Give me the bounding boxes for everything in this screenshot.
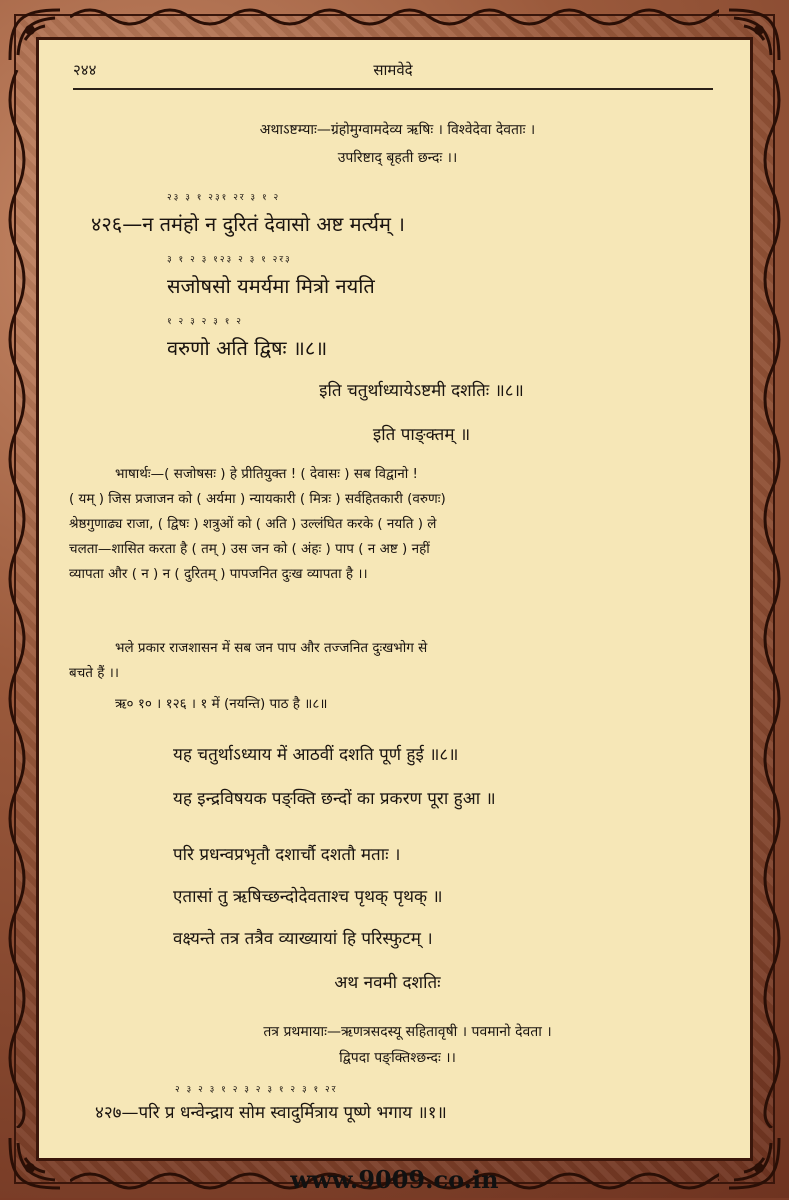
scroll-ornament-left bbox=[2, 70, 32, 1128]
dashati-heading: अथ नवमी दशतिः bbox=[29, 970, 746, 993]
rishi-devata-line: तत्र प्रथमायाः—ऋणत्रसदस्यू सहितावृषी । पवमानो देवता । bbox=[49, 1022, 766, 1041]
reference-line: ऋ० १० । १२६ । १ में (नयन्ति) पाठ है ॥८॥ bbox=[69, 692, 727, 717]
header-rule bbox=[73, 88, 713, 90]
shloka-line: एतासां तु ऋषिच्छन्दोदेवताश्च पृथक् पृथक् ॥ bbox=[173, 884, 443, 907]
scroll-ornament-top bbox=[70, 2, 719, 32]
scripture-page bbox=[36, 37, 753, 1161]
shloka-line: परि प्रधन्वप्रभृतौ दशार्चौ दशतौ मताः । bbox=[173, 842, 400, 865]
scroll-ornament-right bbox=[757, 70, 787, 1128]
mantra-line: ४२६—न तमंहो न दुरितं देवासो अष्ट मर्त्यम् । bbox=[91, 210, 405, 237]
page-number: २४४ bbox=[73, 60, 96, 80]
website-url[interactable]: www.9009.co.in bbox=[0, 1165, 789, 1194]
completion-line: यह इन्द्रविषयक पङ्क्ति छन्दों का प्रकरण पूरा हुआ ॥ bbox=[173, 786, 496, 809]
mantra-line: वरुणो अति द्विषः ॥८॥ bbox=[167, 334, 327, 361]
commentary-line: चलता—शासित करता है ( तम् ) उस जन को ( अंहः ) पाप ( न अष्ट ) नहीं bbox=[69, 537, 727, 562]
chhanda-line: द्विपदा पङ्क्तिश्छन्दः ।। bbox=[39, 1048, 756, 1067]
chhanda-line: उपरिष्टाद् बृहती छन्दः ।। bbox=[39, 148, 756, 167]
commentary-line: ( यम् ) जिस प्रजाजन को ( अर्यमा ) न्यायकारी ( मित्रः ) सर्वहितकारी (वरुणः) bbox=[69, 487, 727, 512]
completion-line: यह चतुर्थाऽध्याय में आठवीं दशति पूर्ण हुई ॥८॥ bbox=[173, 742, 458, 765]
mantra-line: ४२७—परि प्र धन्वेन्द्राय सोम स्वादुर्मित्राय पूष्णे भगाय ॥१॥ bbox=[95, 1100, 447, 1123]
rishi-devata-line: अथाऽष्टम्याः—ग्रंहोमुग्वामदेव्य ऋषिः । विश्वेदेवा देवताः । bbox=[39, 120, 756, 139]
commentary-line: श्रेष्ठगुणाढ्य राजा, ( द्विषः ) शत्रुओं को ( अति ) उल्लंघित करके ( नयति ) ले bbox=[69, 512, 727, 537]
svara-marks: २ ३ २ ३ १ २ ३ २ ३ १ २ ३ १ २र bbox=[175, 1082, 337, 1095]
svara-marks: ३ १ २ ३ १२३ २ ३ १ २र३ bbox=[167, 252, 292, 265]
commentary-line: भले प्रकार राजशासन में सब जन पाप और तज्जनित दुःखभोग से bbox=[69, 636, 727, 661]
mantra-line: सजोषसो यमर्यमा मित्रो नयति bbox=[167, 272, 375, 299]
page-title: सामवेदे bbox=[73, 60, 713, 80]
commentary-line: व्यापता और ( न ) न ( दुरितम् ) पापजनित दुःख व्यापता है ।। bbox=[69, 562, 727, 587]
commentary-line: बचते हैं ।। bbox=[69, 661, 727, 686]
shloka-line: वक्ष्यन्ते तत्र तत्रैव व्याख्यायां हि परिस्फुटम् । bbox=[173, 926, 433, 949]
commentary-paragraph bbox=[69, 462, 727, 587]
rigveda-reference bbox=[69, 692, 727, 717]
svara-marks: २३ ३ १ २३१ २र ३ १ २ bbox=[167, 190, 280, 203]
dashati-end-line: इति चतुर्थाध्यायेऽष्टमी दशतिः ॥८॥ bbox=[63, 378, 780, 401]
svara-marks: १ २ ३ २ ३ १ २ bbox=[167, 314, 243, 327]
commentary-paragraph bbox=[69, 636, 727, 686]
section-end-line: इति पाङ्क्तम् ॥ bbox=[63, 422, 780, 445]
commentary-line: भाषार्थः—( सजोषसः ) हे प्रीतियुक्त ! ( देवासः ) सब विद्वानो ! bbox=[69, 462, 727, 487]
